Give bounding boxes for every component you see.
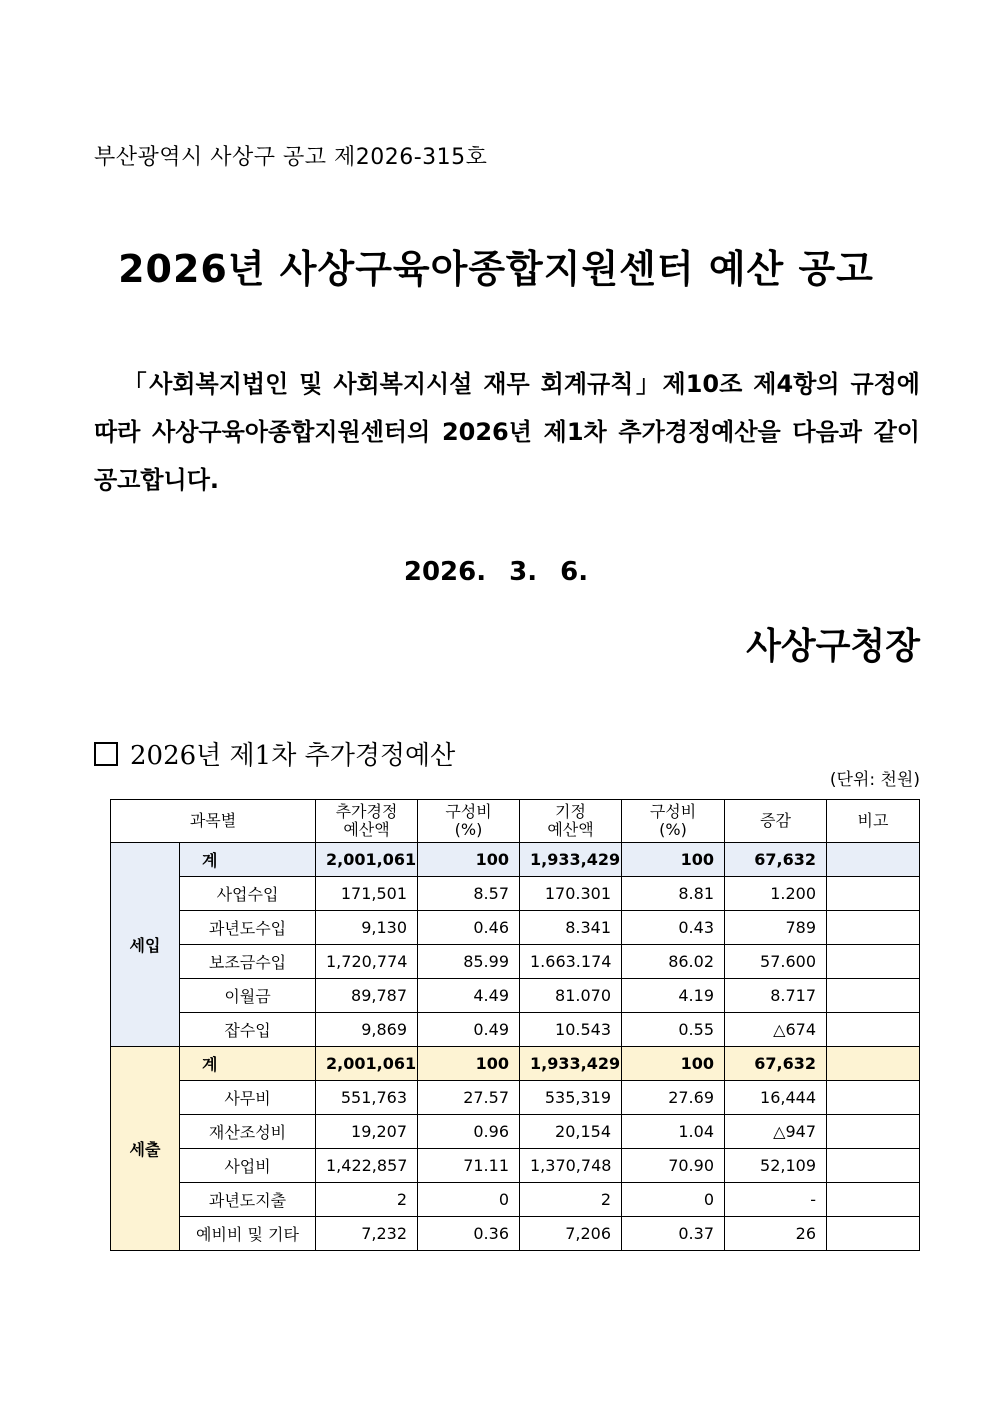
row-label: 예비비 및 기타 [180, 1217, 316, 1251]
cell-change: △947 [725, 1115, 827, 1149]
cell-ratio2: 100 [622, 1047, 725, 1081]
cell-note [827, 979, 920, 1013]
header-change: 증감 [725, 800, 827, 843]
row-label: 재산조성비 [180, 1115, 316, 1149]
row-label: 사업수입 [180, 877, 316, 911]
row-label: 계 [180, 1047, 316, 1081]
cell-ratio2: 8.81 [622, 877, 725, 911]
cell-prev: 2 [520, 1183, 622, 1217]
revenue-group-label: 세입 [111, 843, 180, 1047]
checkbox-square-icon [94, 742, 118, 766]
cell-note [827, 1081, 920, 1115]
table-row [111, 1013, 920, 1047]
cell-supp: 2 [316, 1183, 418, 1217]
cell-note [827, 843, 920, 877]
row-label: 사무비 [180, 1081, 316, 1115]
cell-prev: 1,933,429 [520, 1047, 622, 1081]
cell-prev: 170.301 [520, 877, 622, 911]
unit-label: (단위: 천원) [829, 770, 920, 790]
cell-ratio1: 4.49 [418, 979, 520, 1013]
cell-ratio1: 0 [418, 1183, 520, 1217]
table-row [111, 945, 920, 979]
cell-note [827, 911, 920, 945]
cell-change: 67,632 [725, 1047, 827, 1081]
cell-prev: 20,154 [520, 1115, 622, 1149]
budget-table [110, 799, 920, 1251]
cell-ratio1: 100 [418, 843, 520, 877]
cell-ratio1: 8.57 [418, 877, 520, 911]
row-label: 사업비 [180, 1149, 316, 1183]
row-label: 이월금 [180, 979, 316, 1013]
cell-ratio1: 85.99 [418, 945, 520, 979]
cell-supp: 1,720,774 [316, 945, 418, 979]
header-ratio-supp: 구성비 (%) [418, 800, 520, 843]
cell-change: 67,632 [725, 843, 827, 877]
section-title-text: 2026년 제1차 추가경정예산 [130, 741, 456, 771]
cell-change: 8.717 [725, 979, 827, 1013]
cell-prev: 1.663.174 [520, 945, 622, 979]
header-category: 과목별 [111, 800, 316, 843]
cell-ratio2: 0.43 [622, 911, 725, 945]
cell-note [827, 1013, 920, 1047]
cell-prev: 10.543 [520, 1013, 622, 1047]
cell-prev: 81.070 [520, 979, 622, 1013]
cell-note [827, 1047, 920, 1081]
cell-supp: 19,207 [316, 1115, 418, 1149]
cell-ratio1: 0.96 [418, 1115, 520, 1149]
table-row [111, 1115, 920, 1149]
table-row [111, 1149, 920, 1183]
cell-supp: 171,501 [316, 877, 418, 911]
cell-supp: 9,130 [316, 911, 418, 945]
cell-supp: 7,232 [316, 1217, 418, 1251]
cell-prev: 1,933,429 [520, 843, 622, 877]
table-row [111, 911, 920, 945]
cell-change: 789 [725, 911, 827, 945]
cell-ratio1: 0.36 [418, 1217, 520, 1251]
row-label: 보조금수입 [180, 945, 316, 979]
cell-note [827, 1115, 920, 1149]
cell-ratio2: 100 [622, 843, 725, 877]
table-row [111, 1081, 920, 1115]
cell-note [827, 1183, 920, 1217]
cell-ratio2: 0 [622, 1183, 725, 1217]
cell-supp: 551,763 [316, 1081, 418, 1115]
cell-change: △674 [725, 1013, 827, 1047]
table-row [111, 979, 920, 1013]
page-title: 2026년 사상구육아종합지원센터 예산 공고 [118, 247, 874, 291]
cell-ratio2: 4.19 [622, 979, 725, 1013]
cell-change: - [725, 1183, 827, 1217]
announcement-date: 2026. 3. 6. [403, 557, 589, 587]
expenditure-group-label: 세출 [111, 1047, 180, 1251]
announcement-body [94, 360, 920, 504]
body-paragraph: 「사회복지법인 및 사회복지시설 재무 회계규칙」제10조 제4항의 규정에 따라 사상구육아종합지원센터의 2026년 제1차 추가경정예산을 다음과 같이 공고합니다. [94, 370, 920, 494]
cell-ratio2: 27.69 [622, 1081, 725, 1115]
header-note: 비고 [827, 800, 920, 843]
cell-supp: 89,787 [316, 979, 418, 1013]
expenditure-total-row [111, 1047, 920, 1081]
table-row [111, 1183, 920, 1217]
cell-ratio2: 70.90 [622, 1149, 725, 1183]
cell-note [827, 945, 920, 979]
cell-prev: 8.341 [520, 911, 622, 945]
table-row [111, 877, 920, 911]
row-label: 과년도지출 [180, 1183, 316, 1217]
cell-change: 26 [725, 1217, 827, 1251]
cell-change: 57.600 [725, 945, 827, 979]
cell-change: 52,109 [725, 1149, 827, 1183]
cell-ratio2: 86.02 [622, 945, 725, 979]
cell-note [827, 1217, 920, 1251]
cell-note [827, 1149, 920, 1183]
cell-ratio1: 0.49 [418, 1013, 520, 1047]
cell-supp: 1,422,857 [316, 1149, 418, 1183]
row-label: 계 [180, 843, 316, 877]
row-label: 잡수입 [180, 1013, 316, 1047]
cell-supp: 9,869 [316, 1013, 418, 1047]
cell-ratio1: 0.46 [418, 911, 520, 945]
table-header-row [111, 800, 920, 843]
cell-prev: 1,370,748 [520, 1149, 622, 1183]
cell-ratio1: 100 [418, 1047, 520, 1081]
row-label: 과년도수입 [180, 911, 316, 945]
announcement-number: 부산광역시 사상구 공고 제2026-315호 [94, 145, 488, 170]
cell-prev: 535,319 [520, 1081, 622, 1115]
cell-ratio2: 1.04 [622, 1115, 725, 1149]
section-title [94, 735, 455, 772]
cell-supp: 2,001,061 [316, 843, 418, 877]
table-row [111, 1217, 920, 1251]
cell-ratio1: 27.57 [418, 1081, 520, 1115]
cell-supp: 2,001,061 [316, 1047, 418, 1081]
header-prev-amount: 기정 예산액 [520, 800, 622, 843]
cell-ratio2: 0.55 [622, 1013, 725, 1047]
cell-change: 16,444 [725, 1081, 827, 1115]
cell-note [827, 877, 920, 911]
header-ratio-prev: 구성비 (%) [622, 800, 725, 843]
revenue-total-row [111, 843, 920, 877]
cell-ratio1: 71.11 [418, 1149, 520, 1183]
cell-ratio2: 0.37 [622, 1217, 725, 1251]
header-supp-amount: 추가경정 예산액 [316, 800, 418, 843]
signatory: 사상구청장 [746, 626, 920, 667]
cell-change: 1.200 [725, 877, 827, 911]
cell-prev: 7,206 [520, 1217, 622, 1251]
